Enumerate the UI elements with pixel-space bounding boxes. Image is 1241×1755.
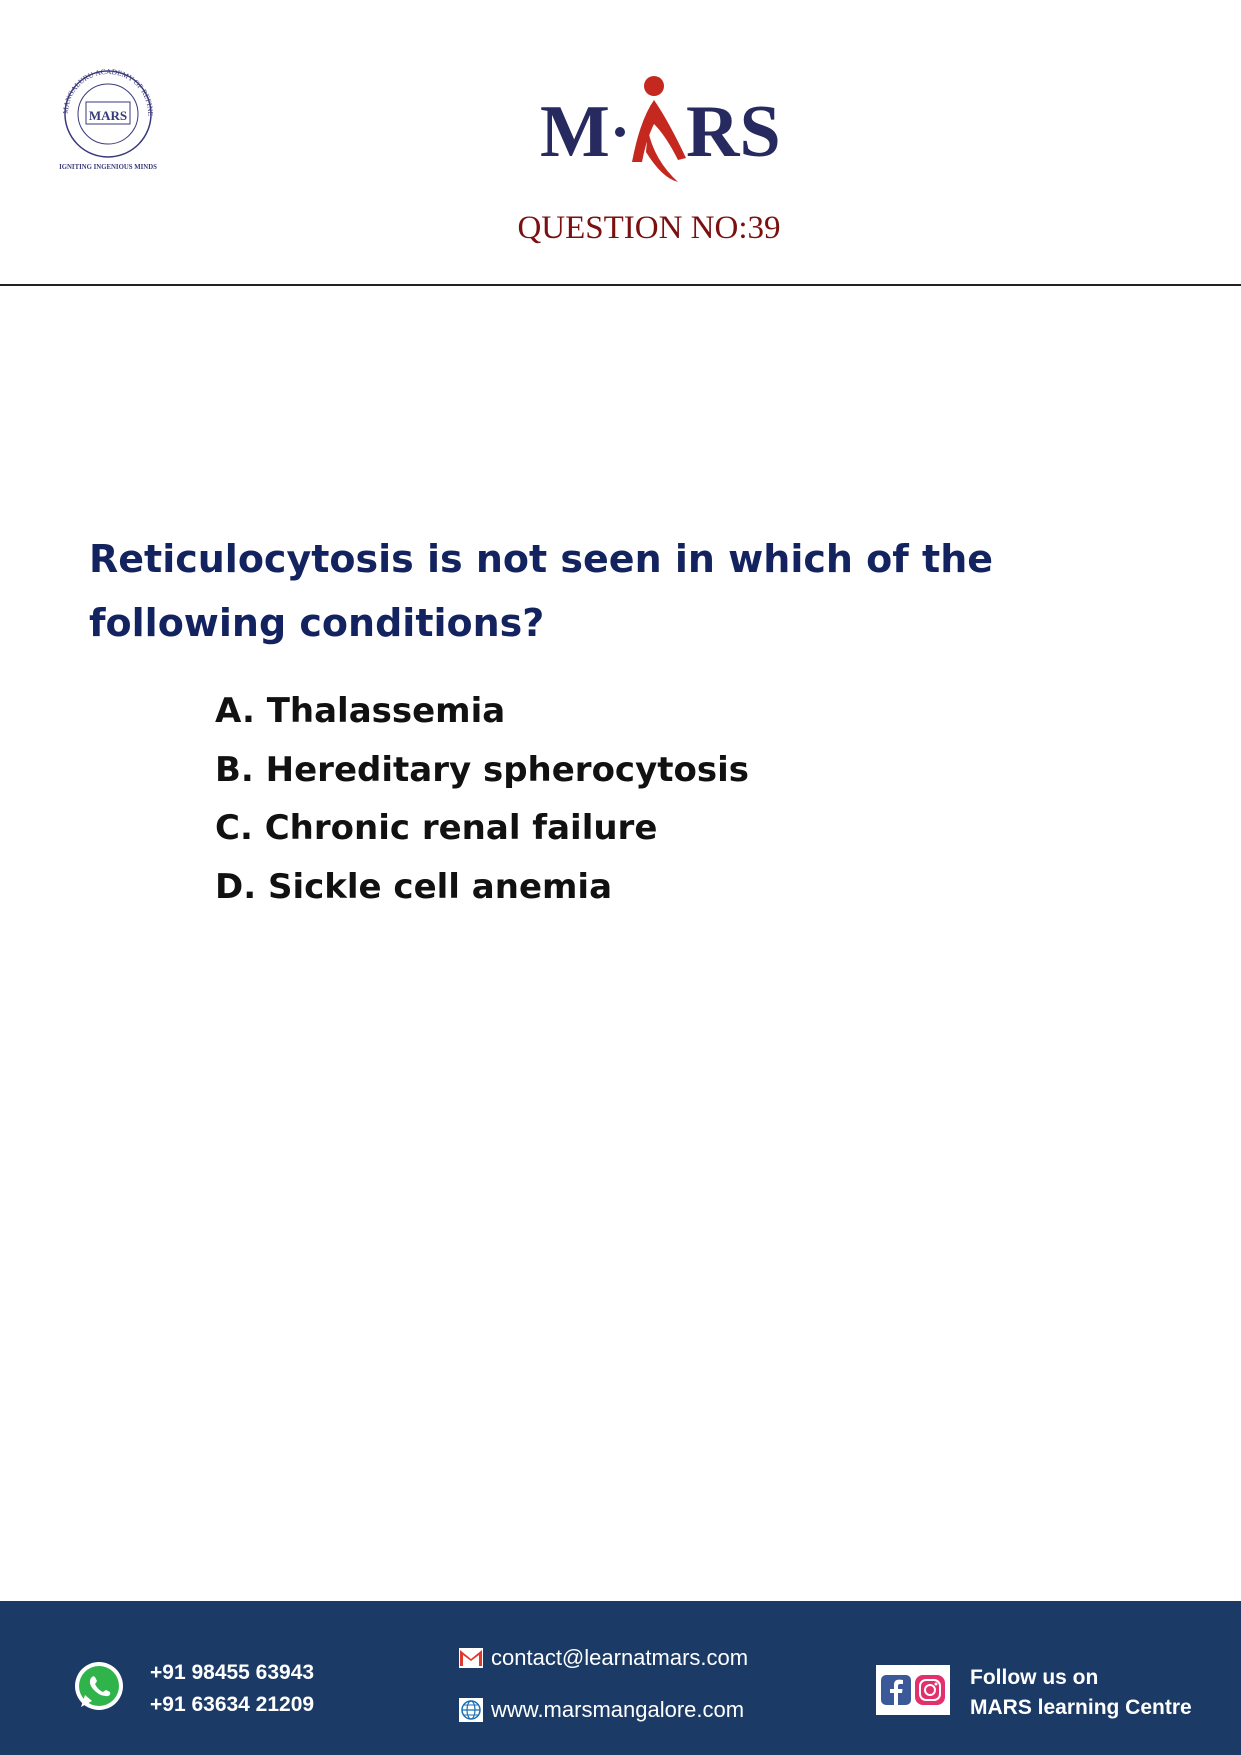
facebook-icon[interactable] <box>881 1675 911 1705</box>
header-divider <box>0 284 1241 286</box>
mars-brand-logo <box>536 70 786 190</box>
instagram-icon[interactable] <box>915 1675 945 1705</box>
option-a: A. Thalassemia <box>215 691 506 731</box>
svg-text:MARS: MARS <box>88 108 128 123</box>
email-link[interactable]: contact@learnatmars.com <box>491 1645 749 1670</box>
phone-number-1: +91 98455 63943 <box>150 1661 315 1684</box>
answer-options <box>215 682 749 916</box>
option-d: D. Sickle cell anemia <box>215 866 613 907</box>
footer-bar <box>0 1601 1241 1755</box>
svg-text:M: M <box>540 91 610 173</box>
mail-icon <box>459 1648 483 1668</box>
academy-seal-logo <box>50 62 166 174</box>
globe-icon <box>459 1698 483 1722</box>
whatsapp-icon <box>72 1659 126 1713</box>
phone-numbers <box>150 1657 314 1721</box>
option-c: C. Chronic renal failure <box>215 808 658 848</box>
email-row <box>459 1645 748 1671</box>
svg-text:RS: RS <box>686 91 781 173</box>
follow-us-text <box>970 1663 1192 1723</box>
follow-line-2: MARS learning Centre <box>970 1696 1192 1719</box>
social-icons <box>876 1665 950 1715</box>
question-number: QUESTION NO:39 <box>517 210 781 246</box>
question-text: Reticulocytosis is not seen in which of the following conditions? <box>89 537 994 645</box>
option-b: B. Hereditary spherocytosis <box>215 749 749 790</box>
phone-number-2: +91 63634 21209 <box>150 1693 315 1716</box>
website-link[interactable]: www.marsmangalore.com <box>491 1697 745 1722</box>
follow-line-1: Follow us on <box>970 1666 1099 1689</box>
website-row <box>459 1697 744 1723</box>
svg-text:MANGALURU ACADEMY OF REFINED S: MANGALURU ACADEMY OF REFINE <box>60 66 156 117</box>
svg-text:IGNITING INGENIOUS MINDS: IGNITING INGENIOUS MINDS <box>59 164 157 171</box>
